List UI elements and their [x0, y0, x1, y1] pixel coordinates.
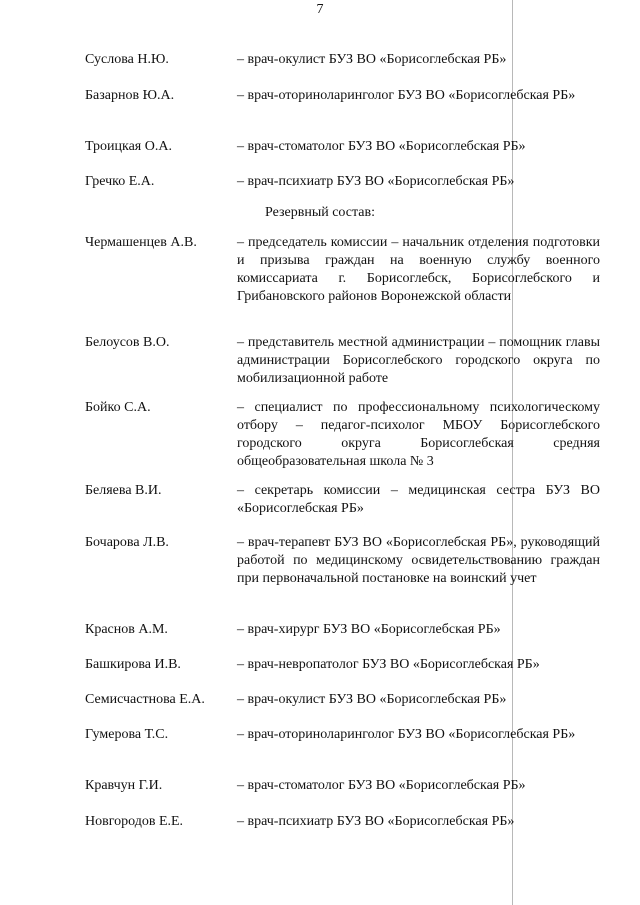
member-name: Белоусов В.О. — [85, 335, 170, 350]
member-role: – врач-окулист БУЗ ВО «Борисоглебская РБ» — [237, 52, 507, 67]
member-name: Семисчастнова Е.А. — [85, 692, 205, 707]
member-role: – врач-окулист БУЗ ВО «Борисоглебская РБ» — [237, 692, 507, 707]
member-name: Бочарова Л.В. — [85, 535, 169, 550]
member-name: Новгородов Е.Е. — [85, 814, 184, 829]
member-role: – специалист по профессиональному психологическому отбору – педагог-психолог МБОУ Борисоглебского городского округа Борисоглебская средняя общеобразовательная школа № 3 — [237, 400, 600, 469]
member-role: – секретарь комиссии – медицинская сестра БУЗ ВО «Борисоглебская РБ» — [237, 483, 600, 516]
member-role: – врач-психиатр БУЗ ВО «Борисоглебская РБ» — [237, 174, 515, 189]
member-role: – врач-стоматолог БУЗ ВО «Борисоглебская РБ» — [237, 139, 526, 154]
member-role: – врач-стоматолог БУЗ ВО «Борисоглебская РБ» — [237, 778, 526, 793]
member-name: Чермашенцев А.В. — [85, 235, 197, 250]
member-role: – врач-невропатолог БУЗ ВО «Борисоглебская РБ» — [237, 657, 540, 672]
member-name: Бойко С.А. — [85, 400, 151, 415]
member-role: – врач-терапевт БУЗ ВО «Борисоглебская РБ», руководящий работой по медицинскому освидетельствованию граждан при первоначальной постановке на воинский учет — [237, 535, 600, 586]
member-role: – председатель комиссии – начальник отделения подготовки и призыва граждан на военную службу военного комиссариата г. Борисоглебск, Борисоглебского и Грибановского районов Воронежской области — [237, 235, 600, 304]
member-name: Базарнов Ю.А. — [85, 88, 175, 103]
member-role: – представитель местной администрации – помощник главы администрации Борисоглебского городского округа по мобилизационной работе — [237, 335, 600, 386]
member-role: – врач-оториноларинголог БУЗ ВО «Борисоглебская РБ» — [237, 727, 576, 742]
member-name: Кравчун Г.И. — [85, 778, 163, 793]
page-number: 7 — [316, 2, 324, 17]
member-name: Беляева В.И. — [85, 483, 162, 498]
member-name: Гумерова Т.С. — [85, 727, 169, 742]
member-name: Башкирова И.В. — [85, 657, 181, 672]
member-role: – врач-психиатр БУЗ ВО «Борисоглебская РБ» — [237, 814, 515, 829]
reserve-heading: Резервный состав: — [264, 205, 375, 220]
member-name: Суслова Н.Ю. — [85, 52, 169, 67]
member-name: Гречко Е.А. — [85, 174, 155, 189]
member-name: Троицкая О.А. — [85, 139, 172, 154]
member-name: Краснов А.М. — [85, 622, 168, 637]
member-role: – врач-оториноларинголог БУЗ ВО «Борисоглебская РБ» — [237, 88, 576, 103]
member-role: – врач-хирург БУЗ ВО «Борисоглебская РБ» — [237, 622, 501, 637]
